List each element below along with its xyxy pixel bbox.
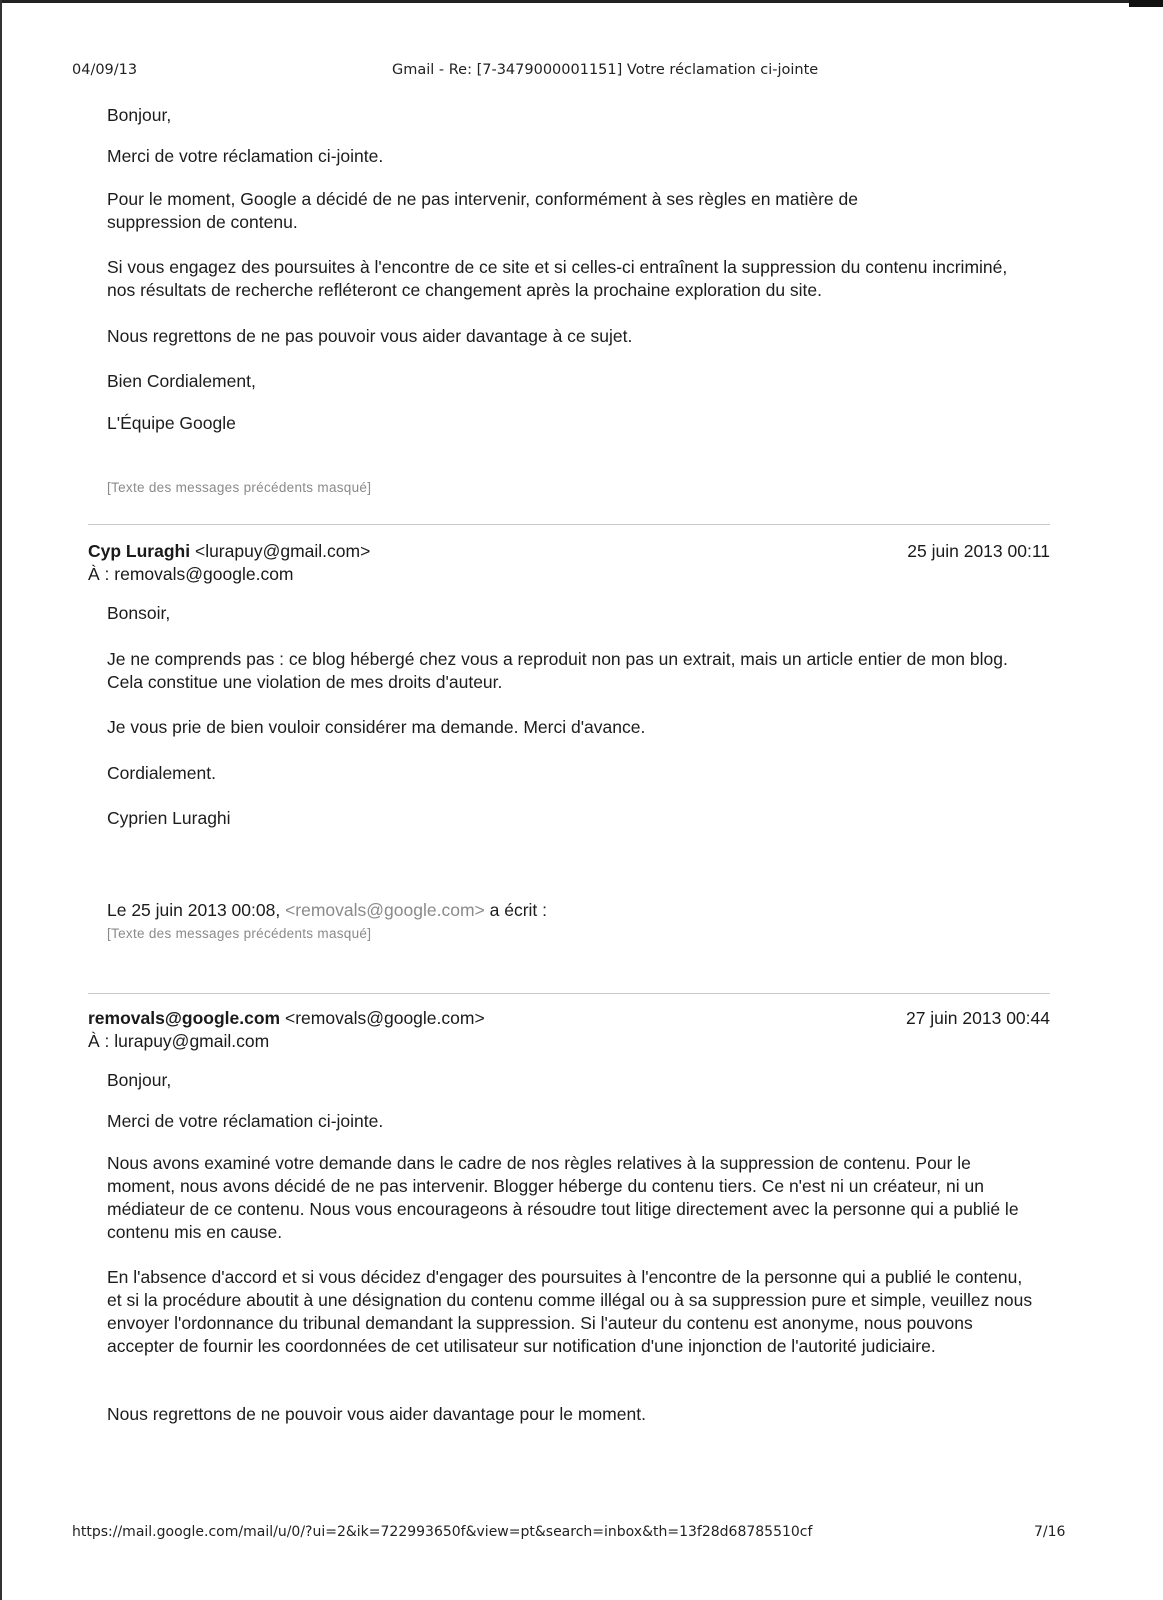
message-1-closing: Bien Cordialement, <box>107 371 256 391</box>
message-2-hidden-quote-link[interactable]: [Texte des messages précédents masqué] <box>107 926 372 941</box>
message-2-paragraph-1: Je ne comprends pas : ce blog hébergé chez vous a reproduit non pas un extrait, mais un article entier de mon blog. Cela constitue une violation de mes droits d'auteur. <box>107 649 1008 692</box>
message-3-greeting: Bonjour, <box>107 1070 172 1090</box>
message-2-quote-attribution <box>107 899 1037 922</box>
message-divider <box>88 524 1050 525</box>
message-2-date: 25 juin 2013 00:11 <box>907 541 1050 561</box>
message-3-sender-name: removals@google.com <box>88 1008 281 1028</box>
print-date: 04/09/13 <box>72 62 138 78</box>
message-divider <box>88 993 1050 994</box>
message-1-paragraph-2: Si vous engagez des poursuites à l'encontre de ce site et si celles-ci entraînent la suppression du contenu incriminé, nos résultats de recherche refléteront ce changement après la prochaine exploration du site. <box>107 257 1008 300</box>
message-2-closing: Cordialement. <box>107 763 216 783</box>
message-3-paragraph-3: Nous regrettons de ne pouvoir vous aider davantage pour le moment. <box>107 1404 646 1424</box>
message-2-to-label: À : <box>88 564 110 584</box>
message-3-to <box>88 1030 269 1053</box>
print-url: https://mail.google.com/mail/u/0/?ui=2&ik=722993650f&view=pt&search=inbox&th=13f28d68785510cf <box>72 1524 813 1540</box>
message-1-thanks: Merci de votre réclamation ci-jointe. <box>107 146 384 166</box>
scan-edge-corner <box>1129 0 1163 7</box>
scan-edge-top <box>0 0 1163 3</box>
message-3-thanks: Merci de votre réclamation ci-jointe. <box>107 1111 384 1131</box>
message-3-to-label: À : <box>88 1031 110 1051</box>
message-2-sender-name: Cyp Luraghi <box>88 541 191 561</box>
message-1-hidden-quote-link[interactable]: [Texte des messages précédents masqué] <box>107 480 372 495</box>
message-1-signature: L'Équipe Google <box>107 413 236 433</box>
print-header <box>72 62 1072 82</box>
message-2-signature: Cyprien Luraghi <box>107 808 231 828</box>
message-1-paragraph-3: Nous regrettons de ne pas pouvoir vous aider davantage à ce sujet. <box>107 326 633 346</box>
scan-edge-left <box>0 0 2 1600</box>
message-2-sender-email: <lurapuy@gmail.com> <box>194 541 371 561</box>
message-2-greeting: Bonsoir, <box>107 603 171 623</box>
message-2-paragraph-2: Je vous prie de bien vouloir considérer ma demande. Merci d'avance. <box>107 717 646 737</box>
print-footer <box>72 1524 1072 1544</box>
message-3-paragraph-2: En l'absence d'accord et si vous décidez d'engager des poursuites à l'encontre de la personne qui a publié le contenu, et si la procédure aboutit à une désignation du contenu comme illégal ou à sa suppression pure et simple, veuillez nous envoyer l'ordonnance du tribunal demandant la suppression. Si l'auteur du contenu est anonyme, nous pouvons accepter de fournir les coordonnées de cet utilisateur sur notification d'une injonction de l'autorité judiciaire. <box>107 1267 1033 1356</box>
message-2-from <box>88 540 370 563</box>
message-3-to-address: lurapuy@gmail.com <box>114 1031 270 1051</box>
message-2-quote-prefix: Le 25 juin 2013 00:08, <box>107 900 286 920</box>
message-3-date: 27 juin 2013 00:44 <box>905 1008 1050 1028</box>
message-2-to-address: removals@google.com <box>114 564 294 584</box>
message-2-quote-suffix: a écrit : <box>484 900 547 920</box>
message-2-header <box>88 540 1050 588</box>
message-3-header <box>88 1007 1050 1055</box>
message-3-from <box>88 1007 485 1030</box>
message-2-quote-email[interactable]: <removals@google.com> <box>285 900 485 920</box>
message-3-paragraph-1: Nous avons examiné votre demande dans le cadre de nos règles relatives à la suppression de contenu. Pour le moment, nous avons décidé de ne pas intervenir. Blogger héberge du contenu tiers. Ce n'est ni un créateur, ni un médiateur de ce contenu. Nous vous encourageons à résoudre tout litige directement avec la personne qui a publié le contenu mis en cause. <box>107 1153 1019 1242</box>
page-number: 7/16 <box>1034 1524 1066 1540</box>
message-1-greeting: Bonjour, <box>107 105 172 125</box>
print-title: Gmail - Re: [7-3479000001151] Votre réclamation ci-jointe <box>392 62 819 78</box>
message-1-paragraph-1: Pour le moment, Google a décidé de ne pas intervenir, conformément à ses règles en matière de suppression de contenu. <box>107 189 858 232</box>
message-3-sender-email: <removals@google.com> <box>285 1008 485 1028</box>
message-2-to <box>88 563 294 586</box>
